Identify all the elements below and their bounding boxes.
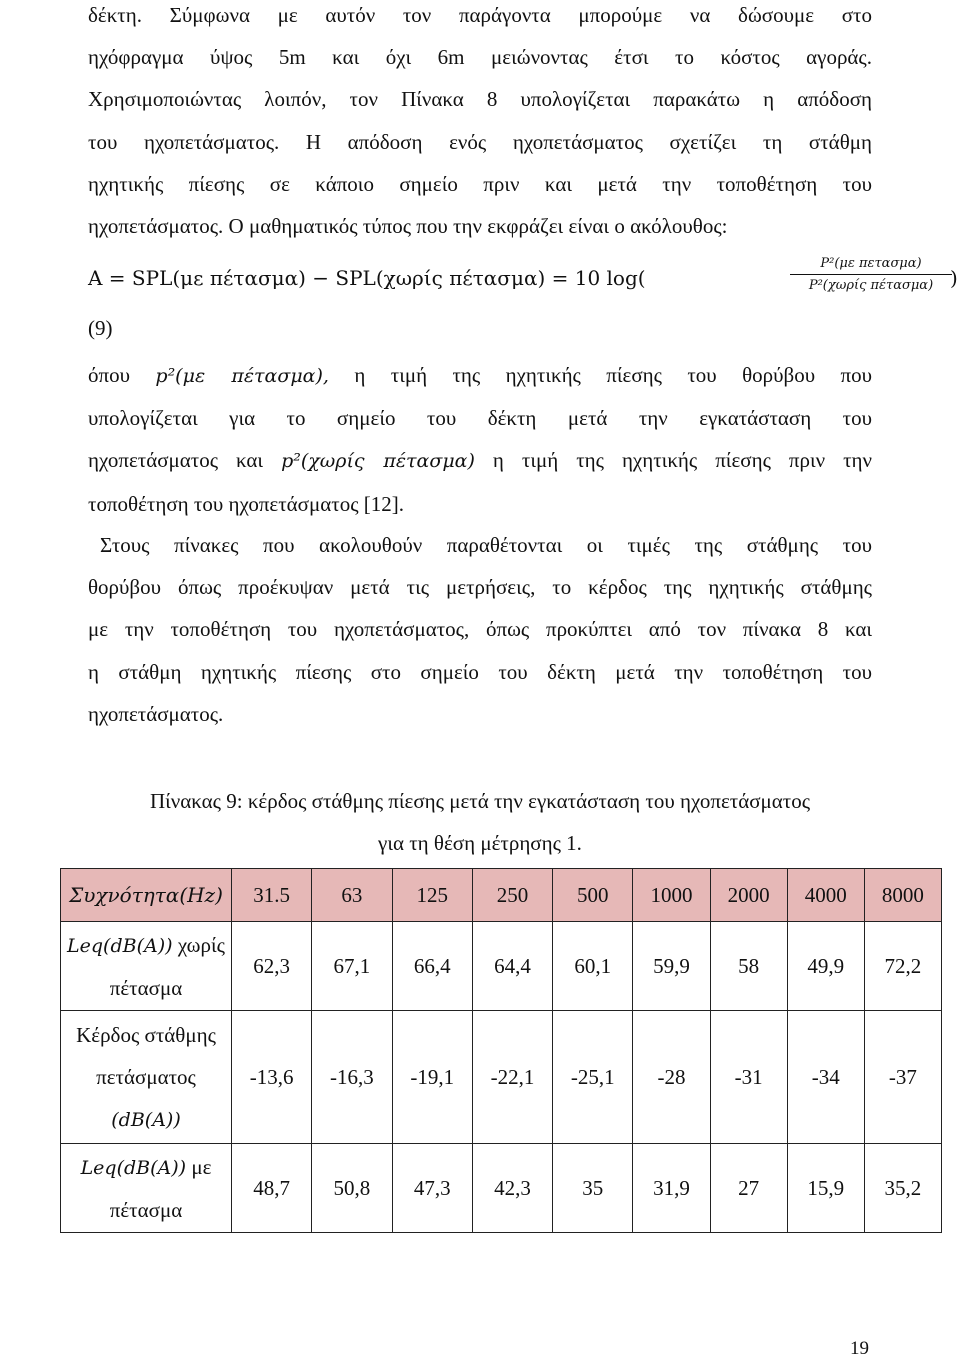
table-cell: 62,3 — [232, 922, 312, 1011]
text-line: Στους πίνακες που ακολουθούν παραθέτονται οι τιμές της στάθμης του — [100, 533, 872, 557]
table-cell: -16,3 — [312, 1011, 392, 1144]
text-line: ηχόφραγμα ύψος 5m και όχι 6m μειώνοντας έτσι το κόστος αγοράς. — [88, 45, 872, 70]
text-line: του ηχοπετάσματος. Η απόδοση ενός ηχοπετάσματος σχετίζει τη στάθμη — [88, 129, 872, 154]
fraction-bar — [790, 274, 952, 275]
header-cell: 4000 — [787, 869, 864, 922]
header-label: Συχνότητα(Hz) — [61, 869, 232, 922]
table-cell: 27 — [710, 1144, 787, 1233]
row-label — [61, 1144, 232, 1233]
table-row — [61, 1011, 942, 1144]
text-line: ηχοπετάσματος. — [88, 701, 224, 726]
header-cell: 31.5 — [232, 869, 312, 922]
table-cell: -34 — [787, 1011, 864, 1144]
table-row — [61, 1144, 942, 1233]
text-span: η τιμή της ηχητικής πίεσης του θορύβου που — [354, 363, 873, 387]
table-cell: 64,4 — [472, 922, 552, 1011]
paragraph-tables-intro — [88, 524, 872, 735]
table-cell: 60,1 — [553, 922, 633, 1011]
text-line: δέκτη. Σύμφωνα με αυτόν τον παράγοντα μπορούμε να δώσουμε στο — [88, 3, 872, 27]
math-span: (dB(A)) — [111, 1108, 181, 1131]
caption-line: για τη θέση μέτρησης 1. — [378, 831, 582, 855]
table-cell: 66,4 — [392, 922, 472, 1011]
table-cell: 31,9 — [633, 1144, 710, 1233]
text-line: υπολογίζεται για το σημείο του δέκτη μετά την εγκατάσταση του — [88, 406, 872, 431]
table-cell: 50,8 — [312, 1144, 392, 1233]
table-cell: 42,3 — [472, 1144, 552, 1233]
header-cell: 2000 — [710, 869, 787, 922]
table-cell: 59,9 — [633, 922, 710, 1011]
table-row — [61, 922, 942, 1011]
table-header-row — [61, 869, 942, 922]
table-cell: 15,9 — [787, 1144, 864, 1233]
table-cell: -19,1 — [392, 1011, 472, 1144]
text-line: Χρησιμοποιώντας λοιπόν, τον Πίνακα 8 υπολογίζεται παρακάτω η απόδοση — [88, 87, 872, 112]
table-cell: 58 — [710, 922, 787, 1011]
formula-numerator: P²(με πετασμα) — [820, 256, 922, 271]
header-cell: 500 — [553, 869, 633, 922]
text-line — [88, 354, 872, 397]
table-cell: 35,2 — [864, 1144, 941, 1233]
header-cell: 8000 — [864, 869, 941, 922]
table-cell: -31 — [710, 1011, 787, 1144]
table-cell: 72,2 — [864, 922, 941, 1011]
text-span: όπου — [88, 363, 130, 387]
table-cell: -28 — [633, 1011, 710, 1144]
math-span: Leq(dB(A)) — [67, 934, 173, 957]
table-cell: -25,1 — [553, 1011, 633, 1144]
table-cell: 49,9 — [787, 922, 864, 1011]
formula-block — [88, 252, 958, 308]
text-span: ηχοπετάσματος και — [88, 448, 264, 473]
table-caption — [60, 780, 900, 864]
formula-lhs: A = SPL(με πέτασμα) − SPL(χωρίς πέτασμα) = 10 log( — [88, 266, 646, 290]
text-line: ηχοπετάσματος. Ο μαθηματικός τύπος που την εκφράζει είναι ο ακόλουθος: — [88, 214, 728, 239]
text-line: ηχητικής πίεσης σε κάποιο σημείο πριν και μετά την τοποθέτηση του — [88, 171, 872, 196]
table-cell: -37 — [864, 1011, 941, 1144]
row-label — [61, 1011, 232, 1144]
header-cell: 1000 — [633, 869, 710, 922]
table-cell: -22,1 — [472, 1011, 552, 1144]
text-line: η στάθμη ηχητικής πίεσης στο σημείο του δέκτη μετά την τοποθέτηση του — [88, 659, 872, 684]
text-line: τοποθέτηση του ηχοπετάσματος [12]. — [88, 491, 405, 516]
paragraph-intro — [88, 0, 872, 247]
text-line: θορύβου όπως προέκυψαν μετά τις μετρήσεις, το κέρδος της ηχητικής στάθμης — [88, 575, 872, 600]
math-span: p²(χωρίς πέτασμα) — [281, 450, 475, 473]
math-span: p²(με πέτασμα), — [155, 365, 329, 387]
formula-close: ) — [950, 266, 958, 290]
table-cell: 47,3 — [392, 1144, 472, 1233]
caption-line: Πίνακας 9: κέρδος στάθμης πίεσης μετά την εγκατάσταση του ηχοπετάσματος — [149, 789, 811, 813]
table-cell: 48,7 — [232, 1144, 312, 1233]
table-cell: 35 — [553, 1144, 633, 1233]
row-label — [61, 922, 232, 1011]
table-cell: -13,6 — [232, 1011, 312, 1144]
text-span: με πέτασμα — [109, 1154, 212, 1222]
noise-table — [60, 868, 942, 1233]
paragraph-definitions — [88, 354, 872, 525]
table-cell: 67,1 — [312, 922, 392, 1011]
equation-number: (9) — [88, 316, 113, 340]
header-cell: 63 — [312, 869, 392, 922]
header-cell: 125 — [392, 869, 472, 922]
formula-denominator: P²(χωρίς πέτασμα) — [808, 278, 934, 293]
text-line — [88, 439, 872, 482]
header-cell: 250 — [472, 869, 552, 922]
page-number: 19 — [850, 1338, 869, 1359]
text-span: η τιμή της ηχητικής πίεσης πριν την — [492, 448, 873, 473]
math-span: Leq(dB(A)) — [80, 1156, 187, 1179]
text-span: χωρίς πέτασμα — [109, 932, 225, 1000]
formula-fraction — [790, 256, 952, 293]
text-line: με την τοποθέτηση του ηχοπετάσματος, όπως προκύπτει από τον πίνακα 8 και — [88, 617, 872, 642]
text-span: Κέρδος στάθμης πετάσματος — [76, 1022, 216, 1089]
